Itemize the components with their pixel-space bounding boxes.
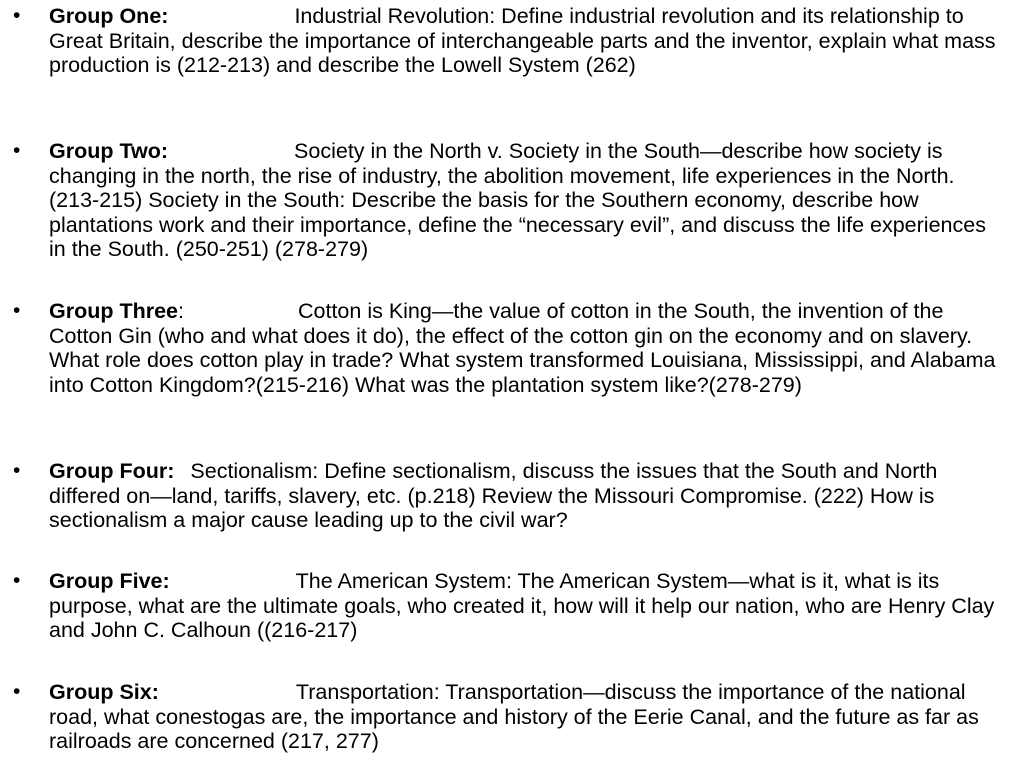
list-item-group-three	[13, 299, 999, 397]
bullet-icon: •	[13, 459, 21, 482]
list-item-group-four	[13, 459, 999, 533]
group-text: Transportation: Transportation—discuss the importance of the national road, what conestogas are, the importance and history of the Eerie Canal, and the future as far as railroads are concerned (217, 277)	[49, 680, 979, 753]
group-label: Group Three	[49, 299, 179, 323]
bullet-icon: •	[13, 569, 21, 592]
group-label-colon: :	[178, 299, 184, 323]
bullet-icon: •	[13, 299, 21, 322]
group-text: Industrial Revolution: Define industrial revolution and its relationship to Great Britain, describe the importance of interchangeable parts and the inventor, explain what mass production is (212-213) and describe the Lowell System (262)	[49, 4, 996, 77]
bullet-icon: •	[13, 139, 21, 162]
bullet-icon: •	[13, 4, 21, 27]
group-text: Society in the North v. Society in the South—describe how society is changing in the north, the rise of industry, the abolition movement, life experiences in the North. (213-215) Society in the South: Describe the basis for the Southern economy, describe how plantations work and their importance, define the “necessary evil”, and discuss the life experiences in the South. (250-251) (278-279)	[49, 139, 986, 261]
list-item-group-two	[13, 139, 999, 262]
group-label: Group Six:	[49, 680, 159, 704]
list-item-group-five	[13, 569, 999, 643]
group-label: Group One:	[49, 4, 169, 28]
group-text: The American System: The American System—what is it, what is its purpose, what are the ultimate goals, who created it, how will it help our nation, who are Henry Clay and John C. Calhoun ((216-217)	[49, 569, 995, 642]
group-label: Group Two:	[49, 139, 169, 163]
group-label: Group Five:	[49, 569, 170, 593]
list-item-group-one	[13, 4, 999, 78]
list-item-group-six	[13, 680, 999, 754]
group-text: Cotton is King—the value of cotton in the South, the invention of the Cotton Gin (who and what does it do), the effect of the cotton gin on the economy and on slavery. What role does cotton play in trade? What system transformed Louisiana, Mississippi, and Alabama into Cotton Kingdom?(215-216) What was the plantation system like?(278-279)	[49, 299, 996, 397]
bullet-icon: •	[13, 680, 21, 703]
group-text: Sectionalism: Define sectionalism, discuss the issues that the South and North differed on—land, tariffs, slavery, etc. (p.218) Review the Missouri Compromise. (222) How is sectionalism a major cause leading up to the civil war?	[49, 459, 938, 532]
group-label: Group Four:	[49, 459, 175, 483]
